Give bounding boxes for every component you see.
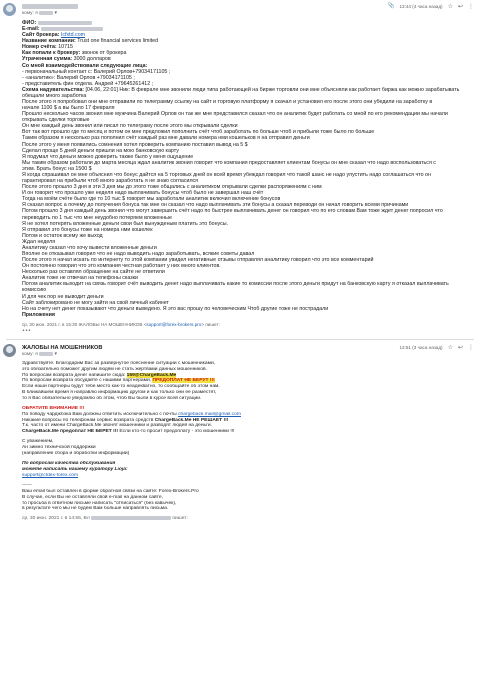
more-vert-icon[interactable]: ⋮ <box>468 344 474 352</box>
chargeback-mail-link[interactable]: chargeback.mail@gmail.com <box>178 411 241 417</box>
story-line: Таким образом я несколько раз пополнил счёт каждый раз мне давали номера нми кошельков я на отправил деньги <box>22 135 310 142</box>
field-email: E-mail: <box>22 26 474 32</box>
body-line: Если наши партнеры будут тебе место как-то неадекватно, то сообщайте об этом нам. <box>22 384 220 390</box>
team-dept: (направление сбора и обработки информации) <box>22 451 130 457</box>
field-broker-site: Сайт брокера: Icfxtd.com <box>22 32 86 39</box>
quality-title: По вопросам качества обслуживания <box>22 461 116 467</box>
regards: С уважением, <box>22 439 54 445</box>
story-line: Я подумал что деньги можно доверить также было у меня ощущение <box>22 153 194 160</box>
story-line: После этого прошло 3 дня в эти 3 дня мы до этого тоже общались с аналитиком открывали сделки распоряжениям с ним <box>22 184 322 191</box>
story-line: После этого у меня появились сомнения хотел проверить компанию поставил вывод на 5 $ <box>22 141 248 148</box>
recipient-label: кому: я <box>22 352 38 358</box>
attachment-icon: 📎 <box>387 3 395 10</box>
reply-icon[interactable]: ↩ <box>457 344 463 352</box>
message-header <box>22 343 474 361</box>
sender-name[interactable]: ЖАЛОБЫ НА МОШЕННИКОВ <box>22 345 103 352</box>
story-line: Потом аналитик выходит на связь говорит счёт выводить денег надо выплачивать какие то комиссии после этого деньги придут на банковскую карту я отказал выплачивать <box>22 281 449 288</box>
story-line: комиссию <box>22 287 47 294</box>
story-line: Сайт заблокировано не могу зайти на свой личный кабинет <box>22 299 169 306</box>
story-line: Прошло несколько часов звонил мне мужчина Валерий Орлов он так же мне представился сказал что он аналитик будет работать со мной по его рекомендации мы начали <box>22 111 448 118</box>
story-line: Потом и остаток всему же выход <box>22 232 103 239</box>
outro-line: В случае, если Вы не оставляли свой e-mail на данном сайте, <box>22 494 163 500</box>
notice-line: ChargeBack.Me предоплат НЕ БЕРЕТ !!! Если кто-то просит предоплату - это мошенники !!! <box>22 429 235 435</box>
divider-text: ------ <box>22 483 32 489</box>
sender-avatar[interactable] <box>3 344 16 357</box>
header-actions <box>399 345 474 351</box>
contact-line: - «аналитик»: Валерий Орлов +79034171105 ; <box>22 74 135 81</box>
blurred-sender <box>91 516 171 520</box>
body-line: По вопросам возврата денег напишите сюда: 159@ChargeBack.Me <box>22 372 177 378</box>
outro-line: то просьба в ответном письме написать "отписаться" (без кавычек), <box>22 500 177 506</box>
story-line: Аналитику сказал что хочу вывести вложенные деньги <box>22 244 157 251</box>
story-line: начале 1100 $ а вы было 17 февраля <box>22 105 115 112</box>
quality-link[interactable]: support@cfdex-forex.com <box>22 472 79 478</box>
message-time: 13:51 (3 часа назад) <box>399 345 443 351</box>
header-actions <box>388 4 474 10</box>
no-prepayment-warning: ПРЕДОПЛАТ НЕ БЕРУТ !!! <box>152 378 215 384</box>
blurred-sender <box>22 4 78 9</box>
story-line: И для чек пор не выводит деньги <box>22 293 104 300</box>
outro-line: в результате чего мы не будем Вам больше направлять письма. <box>22 506 169 512</box>
contacts-header: Со мной взаимодействовали следующие лица: <box>22 62 148 69</box>
story-line: Несколько раз оставлял обращение на сайте не ответили <box>22 269 165 276</box>
message-header <box>22 2 474 20</box>
recipient-label: кому: я <box>22 11 38 17</box>
story-line: переводить по 1 тыс что мне неудобно потеряем вложенные <box>22 214 172 221</box>
notice-line: По поводу чарджбэка Вам должны ответить исключительно с почты chargeback.mail@gmail.com <box>22 411 241 417</box>
story-line: гарантировал на прибыли чтоб много заработать я не знаю согласился <box>22 178 199 185</box>
notice-line: Никакие вопросы по телефонам сервис возврата средств ChargeBack.Me НЕ РЕШАЕТ !!! <box>22 417 229 423</box>
quoted-footer: ср, 30 июн. 2021 г. в 14:55, Вл пишет: <box>22 516 188 522</box>
sender-avatar[interactable] <box>3 3 16 16</box>
story-line: Он мне каждый день звонил или писал по телеграму после этого мы открывали сделки <box>22 123 238 130</box>
field-how: Как попали к брокеру: звонок от брокера <box>22 50 127 57</box>
contact-line: - представитель фин отдела. Андрей +79645261412 ; <box>22 80 154 87</box>
story-line: обещали много заработка <box>22 92 87 99</box>
message-body <box>22 20 474 334</box>
blurred-value <box>41 27 103 31</box>
story-line: Но на счету нет денег показывают что деньги выведено. Я это вас прошу по человеческим Чтоб другие тоже не пострадали <box>22 305 329 312</box>
message-time: 13:44 (4 часа назад) <box>399 4 443 10</box>
star-icon[interactable]: ☆ <box>447 344 453 352</box>
story-line: Тогда на моём счёте было где то 10 тыс $ говорит мы заработали аналитик включил включение бонусов <box>22 196 281 203</box>
sender-name[interactable] <box>22 4 78 10</box>
story-line: Аналитик тоже не отвечал на телефоны сказки <box>22 275 138 282</box>
recipient-line[interactable]: кому: я ▾ <box>22 11 57 17</box>
story-line: Вот так вот прошло где то месяц и потом он мне предложил пополнить счёт чтоб заработать по больше чтоб и прибыли тоже было по больше <box>22 129 375 136</box>
email-message-2 <box>0 343 480 522</box>
outro-line: Ваш email был оставлен в форме обратной связи на сайте: Forex-Brokers.Pro <box>22 488 199 494</box>
blurred-recipient <box>39 11 53 15</box>
story-line: этим. Брать бонус на 1500 $ <box>22 165 92 172</box>
field-lost-amount: Утраченная сумма: 3000 долларов <box>22 56 111 63</box>
quoted-footer: ср, 30 июн. 2021 г. в 15:30 ЖАЛОБЫ НА МОШЕННИКОВ <support@forex-brokers.pro> пишет: <box>22 321 220 327</box>
field-company: Название компании: Trust one financial services limited <box>22 38 159 45</box>
notice-title: ОБРАТИТЕ ВНИМАНИЕ !!! <box>22 406 85 412</box>
story-line: После этого я попробовал они мне отправили по телеграмму ссылку на сайт и торговую платформу я скачал и установил его после этого они убедили на заработку в <box>22 99 433 106</box>
email-message-1 <box>0 0 480 334</box>
story-line: Схема надувательства: [04.06, 22:01] Ник: В феврале мне звонили люди типа работающей на бирже торговли они мне объясняли как работает биржа как можно зарабатывать <box>22 86 460 93</box>
contact-line: - первоначальный контакт с: Валерий Орлов+79034171105 ; <box>22 68 171 75</box>
footer-email-link[interactable]: support@forex-brokers.pro <box>146 321 202 327</box>
story-line: Вполне он отказывал говорил что не надо выводить надо заработывать, всякие советы давал <box>22 250 255 257</box>
body-line: Здравствуйте. Благодарим Вас за развернутое пояснение ситуации с мошенниками, <box>22 361 216 367</box>
story-line: Сделал проще 5 дней деньги пришли на мою банковскую карту <box>22 147 179 154</box>
story-line: Он постоянно говорил что это компания честная работает у них много клиентов. <box>22 263 221 270</box>
quality-sub: можете написать нашему куратору Lioja: <box>22 467 128 473</box>
body-line: По вопросам возврата обсудайте с нашими партнерами, ПРЕДОПЛАТ НЕ БЕРУТ !!! <box>22 378 215 384</box>
blurred-recipient <box>39 352 53 356</box>
star-icon[interactable]: ☆ <box>447 3 453 10</box>
show-trimmed-icon[interactable]: ••• <box>22 328 31 335</box>
story-line: открывать сделки торговые <box>22 117 90 124</box>
story-line: После этого я начал искать по интернету то этой компании увидел негативные отзывы отправлял аналитику говорил что это все комментарий <box>22 257 374 264</box>
team-name: Ан зимно техничской поддержки <box>22 445 96 451</box>
more-vert-icon[interactable]: ⋮ <box>468 3 474 10</box>
message-body <box>22 361 474 522</box>
blurred-value <box>38 21 92 25</box>
story-line: Я не хотел потерять вложенные деньги свои был вынужденым платить это бонусы. <box>22 220 229 227</box>
attachments-label[interactable]: Приложения <box>22 311 55 318</box>
chargeback-email[interactable]: 159@ChargeBack.Me <box>126 372 177 378</box>
story-line: Мы таким образом работали до марта месяца ждал аналитик звонил говорит что компания предоставляет клиентам бонусы он мне сказал что надо воспользоваться с <box>22 159 436 166</box>
field-account: Номер счёта: 10715 <box>22 44 73 51</box>
recipient-line[interactable]: кому: я ▾ <box>22 352 57 358</box>
field-fio: ФИО: <box>22 20 474 26</box>
message-divider <box>6 339 474 340</box>
reply-icon[interactable]: ↩ <box>457 3 463 10</box>
body-line: то я Вас обязательно уведомлю об этом, чтоб Вы были в курсе всей ситуации. <box>22 395 202 401</box>
body-line: В ближайшем время я направлю информацию другом и как только они ее разместят, <box>22 390 217 396</box>
story-line: Ждал неделя <box>22 238 56 245</box>
story-line: Я когда спрашивал он мне объяснил что бонус дайтся на 5 торговых дней он всей время убеждал говорил что такой шанс не надо упустить надо соглашаться что он <box>22 171 431 178</box>
story-line: Я сказал вопрос а почему до получения бонуса так мне он сказал что надо выплачивать эти бонусы а сказал переводи он начал говорить всеми причинами <box>22 202 409 209</box>
notice-line: Т.к. часто от имени ChargeBack.Me звонят мошенники и разводят людей на деньги. <box>22 423 212 429</box>
story-line: Я отправил это бонусы тоже на номера нми кошелек <box>22 226 153 233</box>
story-line: Потом прошло 3 дня каждый день звонил что могут завершить счёт надо по быстрее выплачивать денег он говорил что по его словам Вам тоже ждет денег попросил что <box>22 208 443 215</box>
body-line: это обязательно поможет другим людям не стать жертвами данных мошенников. <box>22 366 207 372</box>
story-line: И он говорит что прошло уже неделя надо выплачивать бонусы чтоб было не завершал наш счёт <box>22 190 264 197</box>
